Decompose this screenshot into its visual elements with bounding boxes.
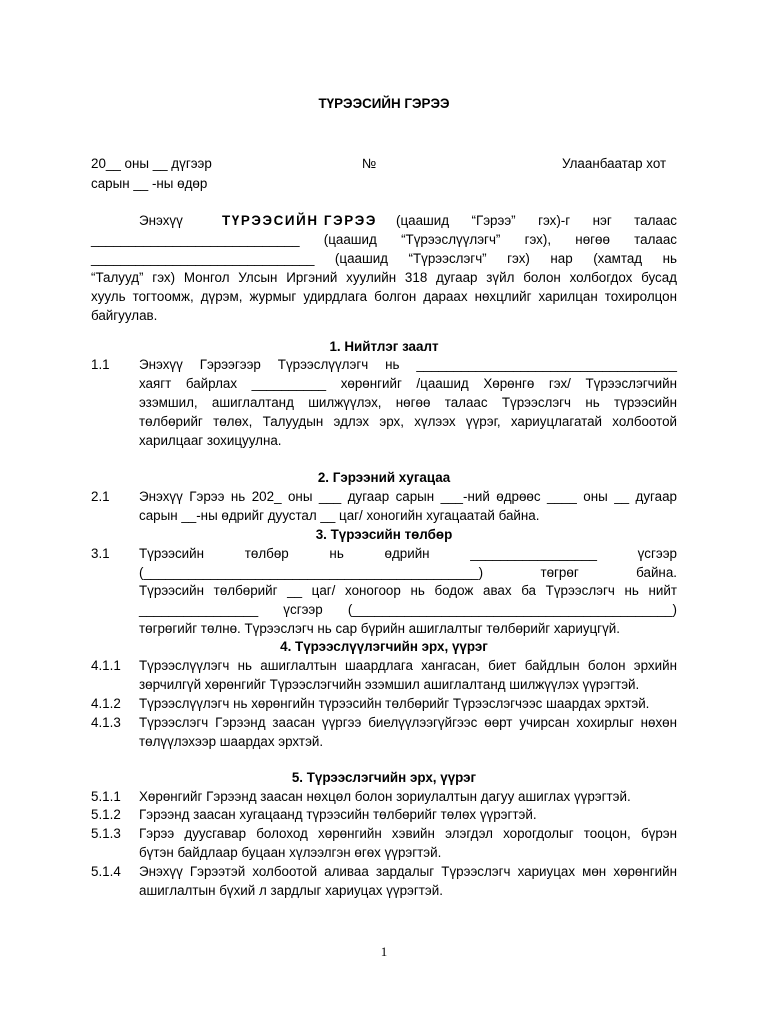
intro-line-1-c: (цаашид “Гэрээ” гэх)-г нэг талаас	[396, 213, 677, 228]
document-title: ТҮРЭЭСИЙН ГЭРЭЭ	[318, 96, 450, 111]
clause-number: 4.1.3	[91, 715, 121, 730]
clause-4-1-2-line-1: Түрээслүүлэгч нь хөрөнгийн түрээсийн төлбөрийг Түрээслэгчээс шаардах эрхтэй.	[139, 696, 650, 711]
clause-5-1-4-line-1: Энэхүү Гэрээтэй холбоотой аливаа зардалыг Түрээслэгч хариуцах мөн хөрөнгийн	[139, 864, 677, 879]
intro-contract-name: ТҮРЭЭСИЙН ГЭРЭЭ	[222, 213, 378, 228]
date-line-2: сарын __ -ны өдөр	[91, 176, 208, 191]
page-number: 1	[380, 944, 388, 959]
clause-5-1-3-line-2: бүтэн байдлаар буцаан хүлээлгэн өгөх үүрэгтэй.	[139, 845, 442, 860]
intro-line-4: “Талууд” гэх) Монгол Улсын Иргэний хуулийн 318 дугаар зүйл болон холбогдох бусад	[91, 270, 677, 285]
clause-number: 5.1.3	[91, 826, 121, 841]
intro-line-1-a: Энэхүү	[139, 213, 183, 228]
intro-line-2: ____________________________ (цаашид “Түрээслүүлэгч” гэх), нөгөө талаас	[91, 232, 677, 247]
clause-3-1-line-1: Түрээсийн төлбөр нь өдрийн _________________ үсгээр	[139, 546, 677, 561]
contract-number-label: №	[362, 156, 377, 171]
clause-number: 3.1	[91, 546, 110, 561]
intro-line-6: байгуулав.	[91, 308, 158, 323]
clause-4-1-1-line-2: зөрчилгүй хөрөнгийг Түрээслэгчийн эзэмшил ашиглалтанд шилжүүлэх үүрэгтэй.	[139, 677, 640, 692]
clause-3-1-line-4: ________________ үсгээр (___________________________________________)	[139, 602, 677, 617]
clause-1-1-line-5: харилцааг зохицуулна.	[139, 433, 282, 448]
intro-line-3: ______________________________ (цаашид “Түрээслэгч” гэх) нар (хамтад нь	[91, 251, 677, 266]
clause-3-1-line-5: төгрөгийг төлнө. Түрээслэгч нь сар бүрийн ашиглалтыг төлбөрийг хариуцгүй.	[139, 621, 620, 636]
section-5-heading: 5. Түрээслэгчийн эрх, үүрэг	[291, 770, 477, 785]
clause-number: 4.1.1	[91, 658, 121, 673]
section-2-heading: 2. Гэрээний хугацаа	[317, 470, 451, 485]
clause-2-1-line-1: Энэхүү Гэрээ нь 202_ оны ___ дугаар сарын ___-ний өдрөөс ____ оны __ дугаар	[139, 489, 677, 504]
city-label: Улаанбаатар хот	[562, 156, 667, 171]
intro-line-5: хууль тогтоомж, дүрэм, журмыг удирдлага болгон дараах нөхцлийг харилцан тохиролцон	[91, 289, 677, 304]
clause-number: 1.1	[91, 357, 110, 372]
clause-number: 2.1	[91, 489, 110, 504]
clause-3-1-line-2: (_____________________________________________) төгрөг байна.	[139, 565, 677, 580]
clause-5-1-4-line-2: ашиглалтын бүхий л зардлыг хариуцах үүрэгтэй.	[139, 883, 443, 898]
clause-4-1-3-line-1: Түрээслэгч Гэрээнд заасан үүргээ биелүүлээгүйгээс өөрт учирсан хохирлыг нөхөн	[139, 715, 677, 730]
clause-3-1-line-3: Түрээсийн төлбөрийг __ цаг/ хоногоор нь бодож авах ба Түрээслэгч нь нийт	[139, 583, 677, 598]
clause-1-1-line-3: эзэмшил, ашиглалтанд шилжүүлэх, нөгөө талаас Түрээслэгч нь түрээсийн	[139, 395, 677, 410]
clause-2-1-line-2: сарын __-ны өдрийг дуустал __ цаг/ хоногийн хугацаатай байна.	[139, 508, 540, 523]
clause-1-1-line-1: Энэхүү Гэрээгээр Түрээслүүлэгч нь ___________________________________	[139, 357, 677, 372]
clause-number: 4.1.2	[91, 696, 121, 711]
clause-number: 5.1.4	[91, 864, 121, 879]
clause-1-1-line-4: төлбөрийг төлөх, Талуудын эдлэх эрх, хүлээх үүрэг, хариуцлагатай холбоотой	[139, 414, 677, 429]
section-1-heading: 1. Нийтлэг заалт	[329, 339, 439, 354]
clause-4-1-1-line-1: Түрээслүүлэгч нь ашиглалтын шаардлага хангасан, биет байдлын болон эрхийн	[139, 658, 677, 673]
section-3-heading: 3. Түрээсийн төлбөр	[315, 527, 453, 542]
date-line-1: 20__ оны __ дүгээр	[91, 156, 212, 171]
clause-5-1-3-line-1: Гэрээ дуусгавар болоход хөрөнгийн хэвийн элэгдэл хорогдолыг тооцон, бүрэн	[139, 826, 677, 841]
clause-1-1-line-2: хаягт байрлах __________ хөрөнгийг /цаашид Хөрөнгө гэх/ Түрээслэгчийн	[139, 376, 677, 391]
clause-4-1-3-line-2: төлүүлэхээр шаардах эрхтэй.	[139, 734, 324, 749]
clause-5-1-1-line-1: Хөрөнгийг Гэрээнд заасан нөхцөл болон зориулалтын дагуу ашиглах үүрэгтэй.	[139, 789, 631, 804]
section-4-heading: 4. Түрээслүүлэгчийн эрх, үүрэг	[280, 639, 488, 654]
clause-number: 5.1.1	[91, 789, 121, 804]
clause-number: 5.1.2	[91, 807, 121, 822]
clause-5-1-2-line-1: Гэрээнд заасан хугацаанд түрээсийн төлбөрийг төлөх үүрэгтэй.	[139, 807, 537, 822]
